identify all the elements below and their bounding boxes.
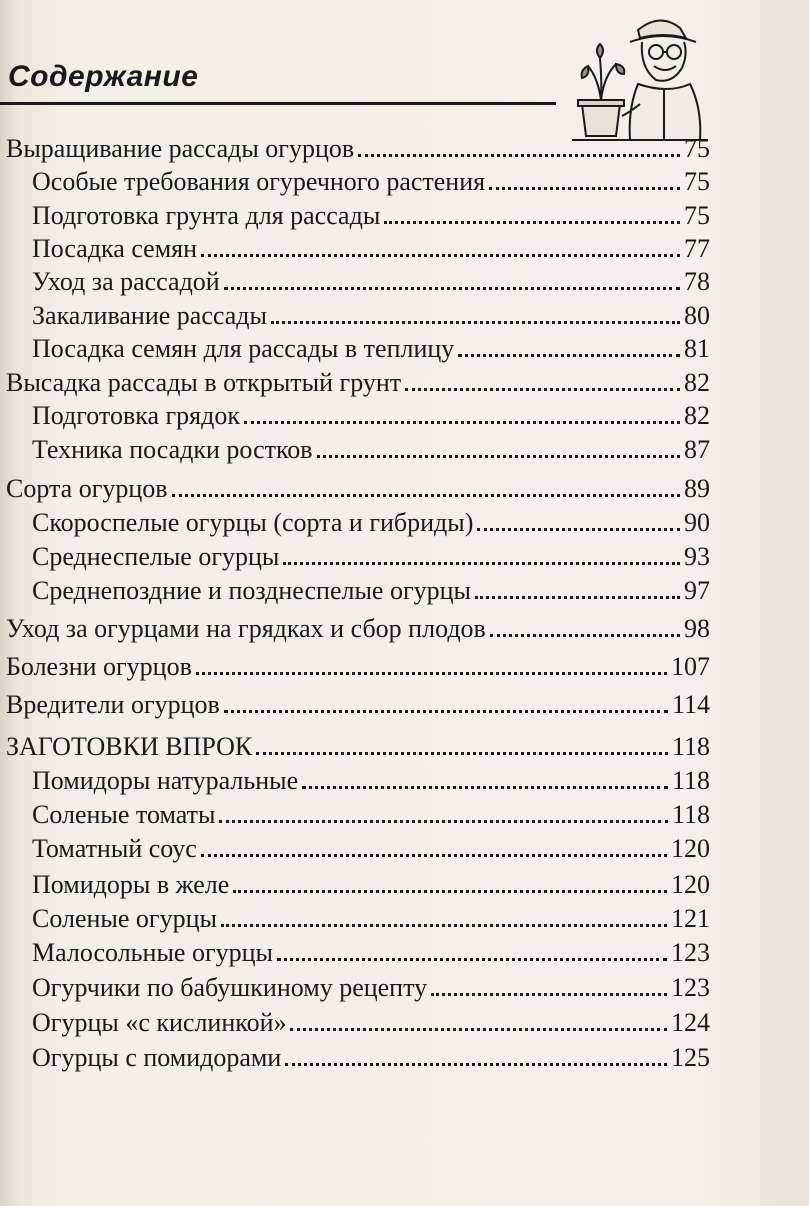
- toc-entry-page: 75: [684, 134, 710, 163]
- dot-leader: [224, 287, 680, 290]
- toc-entry-page: 75: [684, 167, 710, 196]
- dot-leader: [431, 993, 667, 996]
- toc-entry: [32, 830, 710, 864]
- toc-entry-page: 93: [684, 542, 710, 571]
- toc-entry-title: Огурчики по бабушкиному рецепту: [32, 973, 428, 1002]
- dot-leader: [196, 672, 667, 675]
- toc-entry-page: 82: [684, 368, 710, 397]
- toc-entry-page: 114: [671, 690, 710, 719]
- toc-entry-title: Помидоры натуральные: [32, 766, 299, 795]
- toc-entry-title: Выращивание рассады огурцов: [6, 134, 355, 163]
- toc-entry: [32, 197, 710, 231]
- toc-entry-title: Среднеспелые огурцы: [32, 542, 280, 571]
- toc-entry: [32, 431, 710, 465]
- dot-leader: [490, 634, 680, 637]
- dot-leader: [244, 421, 680, 424]
- toc-entry-page: 78: [684, 267, 710, 296]
- toc-entry: [6, 728, 710, 762]
- toc-entry-title: Высадка рассады в открытый грунт: [6, 368, 402, 397]
- toc-entry-page: 120: [671, 834, 710, 863]
- dot-leader: [283, 562, 680, 565]
- toc-entry-title: Скороспелые огурцы (сорта и гибриды): [32, 508, 474, 537]
- toc-entry-page: 77: [684, 234, 710, 263]
- toc-entry-page: 118: [671, 800, 710, 829]
- toc-entry-title: Посадка семян: [32, 234, 198, 263]
- toc-entry-page: 125: [671, 1043, 710, 1072]
- toc-entry-page: 82: [684, 401, 710, 430]
- dot-leader: [224, 710, 668, 713]
- dot-leader: [285, 1063, 667, 1066]
- toc-entry-title: Подготовка грядок: [32, 401, 240, 430]
- toc-entry-page: 118: [671, 732, 710, 761]
- toc-entry-page: 89: [684, 474, 710, 503]
- toc-entry: [32, 1004, 710, 1038]
- dot-leader: [201, 254, 680, 257]
- toc-entry-title: Сорта огурцов: [6, 474, 168, 503]
- toc-entry: [32, 330, 710, 364]
- toc-entry-page: 98: [684, 614, 710, 643]
- dot-leader: [405, 388, 680, 391]
- toc-entry: [32, 263, 710, 297]
- toc-entry: [6, 610, 710, 644]
- toc-entry-title: Огурцы с помидорами: [32, 1043, 282, 1072]
- toc-entry-title: Соленые томаты: [32, 800, 216, 829]
- toc-entry: [32, 934, 710, 968]
- dot-leader: [290, 1028, 667, 1031]
- toc-entry-title: Подготовка грунта для рассады: [32, 201, 381, 230]
- toc-entry-page: 107: [671, 652, 710, 681]
- toc-entry-title: Техника посадки ростков: [32, 435, 313, 464]
- toc-entry: [32, 297, 710, 331]
- toc-entry: [32, 397, 710, 431]
- toc-entry-title: Среднепоздние и позднеспелые огурцы: [32, 576, 472, 605]
- dot-leader: [477, 528, 680, 531]
- toc-entry: [6, 130, 710, 164]
- toc-entry-page: 123: [671, 973, 710, 1002]
- toc-entry: [32, 572, 710, 606]
- toc-entry-title: Закаливание рассады: [32, 301, 267, 330]
- dot-leader: [358, 154, 680, 157]
- toc-entry-title: Уход за огурцами на грядках и сбор плодов: [6, 614, 486, 643]
- toc-entry-page: 87: [684, 435, 710, 464]
- toc-entry-page: 75: [684, 201, 710, 230]
- toc-entry-page: 120: [671, 870, 710, 899]
- toc-entry: [32, 900, 710, 934]
- toc-entry-page: 97: [684, 576, 710, 605]
- toc-entry: [6, 364, 710, 398]
- toc-entry-title: Соленые огурцы: [32, 904, 217, 933]
- dot-leader: [172, 494, 680, 497]
- toc-entry: [32, 969, 710, 1003]
- dot-leader: [233, 890, 667, 893]
- toc-entry-title: Вредители огурцов: [6, 690, 220, 719]
- dot-leader: [475, 596, 680, 599]
- toc-entry-page: 81: [684, 334, 710, 363]
- toc-entry: [32, 504, 710, 538]
- toc-entry: [6, 470, 710, 504]
- toc-entry-title: Уход за рассадой: [32, 267, 220, 296]
- toc-entry-page: 124: [671, 1008, 710, 1037]
- dot-leader: [221, 924, 667, 927]
- dot-leader: [277, 958, 667, 961]
- toc-entry: [6, 686, 710, 720]
- dot-leader: [317, 455, 680, 458]
- toc-entry-title: Посадка семян для рассады в теплицу: [32, 334, 455, 363]
- toc-entry: [32, 866, 710, 900]
- toc-entry: [32, 796, 710, 830]
- page-title: Содержание: [8, 60, 199, 93]
- toc-entry: [32, 163, 710, 197]
- dot-leader: [489, 187, 680, 190]
- dot-leader: [384, 221, 680, 224]
- toc-entry-title: Помидоры в желе: [32, 870, 230, 899]
- dot-leader: [458, 354, 680, 357]
- toc-entry-page: 80: [684, 301, 710, 330]
- dot-leader: [201, 854, 667, 857]
- toc-entry-page: 123: [671, 938, 710, 967]
- toc-entry: [32, 538, 710, 572]
- toc-entry: [32, 1039, 710, 1073]
- toc-entry-page: 121: [671, 904, 710, 933]
- toc-entry-title: Томатный соус: [32, 834, 197, 863]
- toc-entry-title: Болезни огурцов: [6, 652, 192, 681]
- dot-leader: [219, 820, 668, 823]
- toc-entry: [32, 762, 710, 796]
- dot-leader: [256, 752, 668, 755]
- toc-entry-title: Особые требования огуречного растения: [32, 167, 486, 196]
- dot-leader: [271, 321, 680, 324]
- toc-entry-title: ЗАГОТОВКИ ВПРОК: [6, 732, 253, 761]
- toc-entry: [32, 230, 710, 264]
- dot-leader: [302, 786, 668, 789]
- toc-entry-title: Огурцы «с кислинкой»: [32, 1008, 287, 1037]
- toc-entry-page: 118: [671, 766, 710, 795]
- toc-entry-title: Малосольные огурцы: [32, 938, 274, 967]
- toc-entry: [6, 648, 710, 682]
- toc-entry-page: 90: [684, 508, 710, 537]
